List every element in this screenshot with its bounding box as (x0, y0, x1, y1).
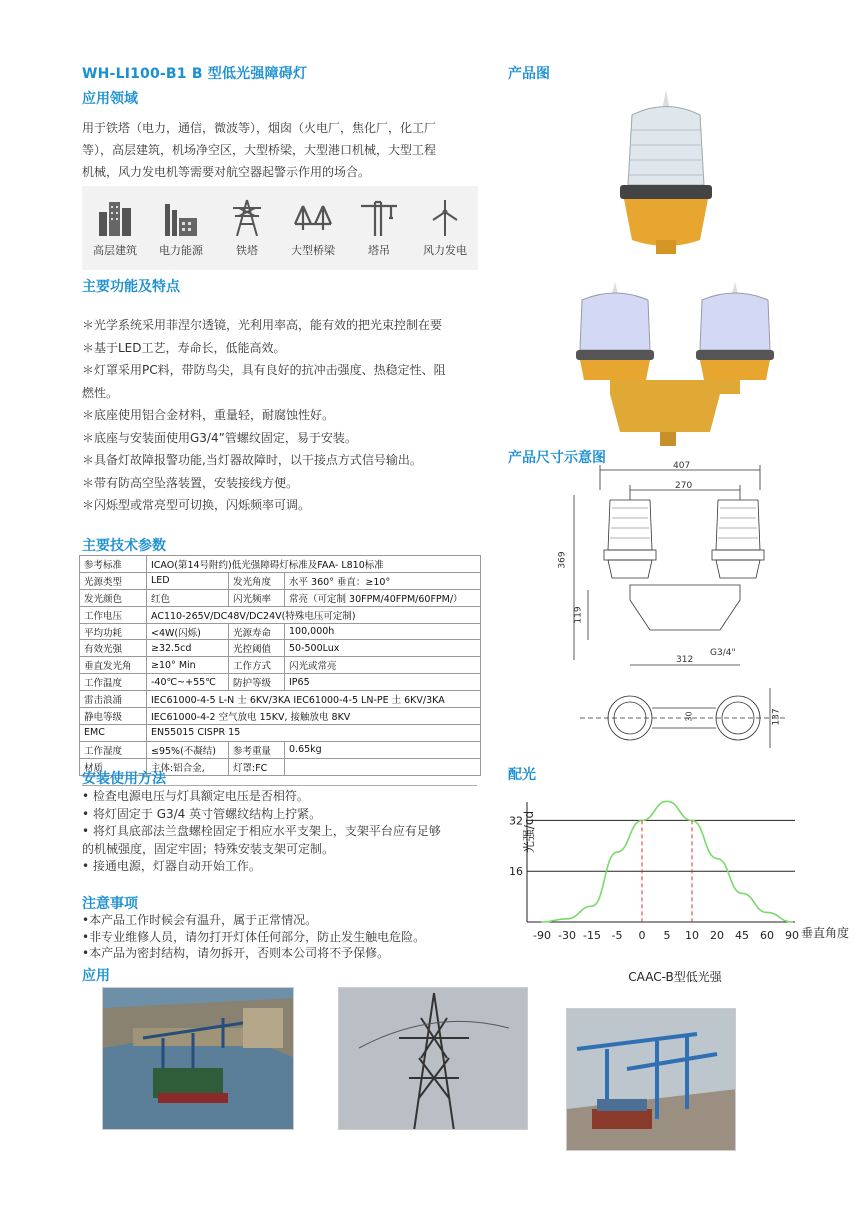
spec-cell (285, 758, 481, 775)
notes-heading: 注意事项 (82, 896, 138, 912)
feature-line: ＊具备灯故障报警功能,当灯器故障时，以干接点方式信号输出。 (82, 453, 422, 467)
feature-line: ＊光学系统采用菲涅尔透镜，光利用率高，能有效的把光束控制在要 (82, 318, 443, 332)
spec-row (80, 640, 481, 657)
feature-line: 燃性。 (82, 385, 119, 400)
x-tick-label: -90 (533, 929, 551, 942)
spec-cell: 主体:铝合金, (147, 758, 229, 775)
spec-cell: ICAO(第14号附约)低光强障碍灯标准及FAA- L810标准 (147, 556, 481, 573)
spec-cell: 常亮（可定制 30FPM/40FPM/60FPM/） (285, 589, 481, 606)
spec-cell: IEC61000-4-5 L-N 士 6KV/3KA IEC61000-4-5 LN-PE 土 6KV/3KA (147, 691, 481, 708)
dimensions-heading: 产品尺寸示意图 (508, 450, 606, 466)
install-divider (82, 785, 477, 786)
note-line: •本产品为密封结构，请勿拆开，否则本公司将不予保修。 (82, 946, 390, 960)
light-distribution-heading: 配光 (508, 767, 536, 783)
dimension-drawing (557, 460, 800, 760)
y-tick-label: 16 (509, 865, 523, 879)
description-line: 等），高层建筑，机场净空区，大型桥梁，大型港口机械，大型工程 (82, 143, 437, 157)
specs-table (79, 555, 481, 776)
application-icons-strip (82, 186, 478, 270)
spec-row (80, 691, 481, 708)
install-list (82, 788, 482, 876)
data-point (616, 851, 618, 853)
feature-line: ＊基于LED工艺，寿命长，低能高效。 (82, 340, 286, 355)
spec-cell: 光源寿命 (229, 623, 285, 640)
install-heading: 安装使用方法 (82, 771, 166, 787)
tower-crane-icon (359, 198, 399, 236)
spec-row (80, 572, 481, 589)
spec-cell: LED (147, 572, 229, 589)
spec-cell: 工作电压 (80, 606, 147, 623)
spec-row (80, 606, 481, 623)
app-item-skyscraper (82, 198, 148, 258)
spec-cell: 闪光或常亮 (285, 657, 481, 674)
product-image-heading: 产品图 (508, 66, 550, 82)
app-item-label: 电力能源 (159, 244, 203, 257)
data-point (791, 921, 793, 923)
dim-depth: 137 (771, 708, 782, 726)
spec-cell: 防护等级 (229, 674, 285, 691)
pylon-icon (227, 198, 267, 236)
data-point (666, 801, 668, 803)
data-point (741, 893, 743, 895)
x-tick-label: 45 (735, 929, 749, 942)
light-distribution-chart (505, 780, 860, 990)
spec-row (80, 708, 481, 725)
spec-row (80, 589, 481, 606)
app-item-bridge (280, 198, 346, 258)
wind-turbine-icon (425, 198, 465, 236)
x-tick-label: 10 (685, 929, 699, 942)
spec-cell: 水平 360° 垂直：≥10° (285, 572, 481, 589)
x-tick-label: 20 (710, 929, 724, 942)
bridge-icon (293, 198, 333, 236)
power-plant-icon (161, 198, 201, 236)
app-item-crane (346, 198, 412, 258)
data-point (566, 918, 568, 920)
y-axis-label: 光强/cd (522, 810, 536, 854)
app-item-label: 塔吊 (368, 244, 390, 257)
dim-base-height: 119 (573, 606, 584, 624)
spec-cell: <4W(闪烁) (147, 623, 229, 640)
use-heading: 应用 (82, 968, 110, 984)
product-title: WH-LI100-B1 B 型低光强障碍灯 (82, 66, 308, 82)
photo-port (102, 987, 294, 1130)
spec-cell: 垂直发光角 (80, 657, 147, 674)
single-lamp-image (612, 90, 720, 260)
notes-list (82, 912, 502, 962)
x-tick-label: 5 (663, 929, 671, 942)
description-line: 机械，风力发电机等需要对航空器起警示作用的场合。 (82, 165, 371, 179)
spec-cell: -40℃~+55℃ (147, 674, 229, 691)
x-tick-label: -30 (558, 929, 576, 942)
spec-cell: ≥10° Min (147, 657, 229, 674)
spec-row (80, 674, 481, 691)
data-point (766, 912, 768, 914)
install-line: • 检查电源电压与灯具额定电压是否相符。 (82, 789, 309, 803)
x-axis-label: 垂直角度 (801, 926, 850, 940)
x-tick-label: 90 (785, 929, 799, 942)
photo-pylon (338, 987, 528, 1130)
description-line: 用于铁塔（电力，通信，微波等），烟囱（火电厂，焦化厂，化工厂 (82, 121, 437, 135)
feature-line: ＊底座与安装面使用G3/4”管螺纹固定，易于安装。 (82, 430, 357, 445)
app-item-power (148, 198, 214, 258)
spec-cell: 雷击浪涌 (80, 691, 147, 708)
app-item-pylon (214, 198, 280, 258)
install-line: • 将灯具底部法兰盘螺栓固定于相应水平支架上，支架平台应有足够 (82, 824, 441, 838)
x-tick-label: 0 (638, 929, 646, 942)
feature-line: ＊带有防高空坠落装置，安装接线方便。 (82, 475, 299, 490)
app-item-wind (412, 198, 478, 258)
photo-crane (566, 1008, 736, 1151)
spec-cell: 灯罩:FC (229, 758, 285, 775)
spec-cell: 发光角度 (229, 572, 285, 589)
dim-overall-width: 407 (673, 461, 691, 471)
dim-hole: 30 (684, 711, 694, 722)
dim-lamp-spacing: 270 (675, 481, 693, 491)
x-tick-label: -5 (611, 929, 623, 942)
spec-cell: IEC61000-4-2 空气放电 15KV, 接触放电 8KV (147, 708, 481, 725)
spec-row (80, 724, 481, 741)
spec-cell: 发光颜色 (80, 589, 147, 606)
spec-row (80, 556, 481, 573)
chart-caption: CAAC-B型低光强 (628, 970, 722, 984)
spec-cell: 光源类型 (80, 572, 147, 589)
spec-cell: 工作方式 (229, 657, 285, 674)
y-tick-label: 32 (509, 814, 523, 828)
spec-cell: 工作温度 (80, 674, 147, 691)
app-item-label: 大型桥梁 (291, 244, 335, 257)
feature-line: ＊底座使用铝合金材料，重量轻，耐腐蚀性好。 (82, 408, 335, 422)
spec-cell: 红色 (147, 589, 229, 606)
x-tick-label: -15 (583, 929, 601, 942)
note-line: •非专业维修人员，请勿打开灯体任何部分，防止发生触电危险。 (82, 929, 426, 944)
spec-row (80, 741, 481, 758)
spec-cell: ≤95%(不凝结) (147, 741, 229, 758)
data-point (591, 905, 593, 907)
spec-cell: 光控阈值 (229, 640, 285, 657)
install-line: • 将灯固定于 G3/4 英寸管螺纹结构上拧紧。 (82, 806, 322, 821)
spec-cell: EN55015 CISPR 15 (147, 724, 481, 741)
specs-heading: 主要技术参数 (82, 538, 166, 554)
distribution-curve (542, 801, 792, 922)
application-heading: 应用领域 (82, 91, 138, 107)
spec-cell: 闪光频率 (229, 589, 285, 606)
install-line: • 接通电源，灯器自动开始工作。 (82, 859, 261, 873)
dim-height: 369 (557, 551, 568, 569)
app-item-label: 风力发电 (423, 244, 467, 257)
spec-cell: 100,000h (285, 623, 481, 640)
dim-base-width: 312 (676, 655, 694, 665)
spec-cell: 有效光强 (80, 640, 147, 657)
x-tick-label: 60 (760, 929, 774, 942)
spec-cell: 平均功耗 (80, 623, 147, 640)
data-point (716, 858, 718, 860)
double-lamp-image (570, 282, 780, 452)
spec-cell: 50-500Lux (285, 640, 481, 657)
spec-cell: 静电等级 (80, 708, 147, 725)
app-item-label: 铁塔 (236, 244, 258, 257)
note-line: •本产品工作时候会有温升，属于正常情况。 (82, 913, 318, 927)
features-heading: 主要功能及特点 (82, 279, 180, 295)
spec-cell: 0.65kg (285, 741, 481, 758)
spec-cell: 参考标准 (80, 556, 147, 573)
spec-cell: 材质 (80, 758, 147, 775)
feature-line: ＊灯罩采用PC料，带防鸟尖，具有良好的抗冲击强度、热稳定性、阻 (82, 363, 446, 377)
install-line: 的机械强度，固定牢固；特殊安装支架可定制。 (82, 841, 335, 856)
application-description (82, 117, 482, 183)
specs-table-body (80, 556, 481, 776)
spec-cell: AC110-265V/DC48V/DC24V(特殊电压可定制) (147, 606, 481, 623)
data-point (541, 921, 543, 923)
spec-row (80, 657, 481, 674)
spec-cell: 参考重量 (229, 741, 285, 758)
spec-cell: IP65 (285, 674, 481, 691)
features-list (82, 314, 492, 517)
skyscraper-icon (95, 198, 135, 236)
feature-line: ＊闪烁型或常亮型可切换，闪烁频率可调。 (82, 498, 311, 512)
spec-cell: ≥32.5cd (147, 640, 229, 657)
app-item-label: 高层建筑 (93, 244, 137, 257)
spec-row (80, 623, 481, 640)
dim-thread: G3/4" (710, 648, 736, 658)
spec-cell: EMC (80, 724, 147, 741)
spec-cell: 工作湿度 (80, 741, 147, 758)
